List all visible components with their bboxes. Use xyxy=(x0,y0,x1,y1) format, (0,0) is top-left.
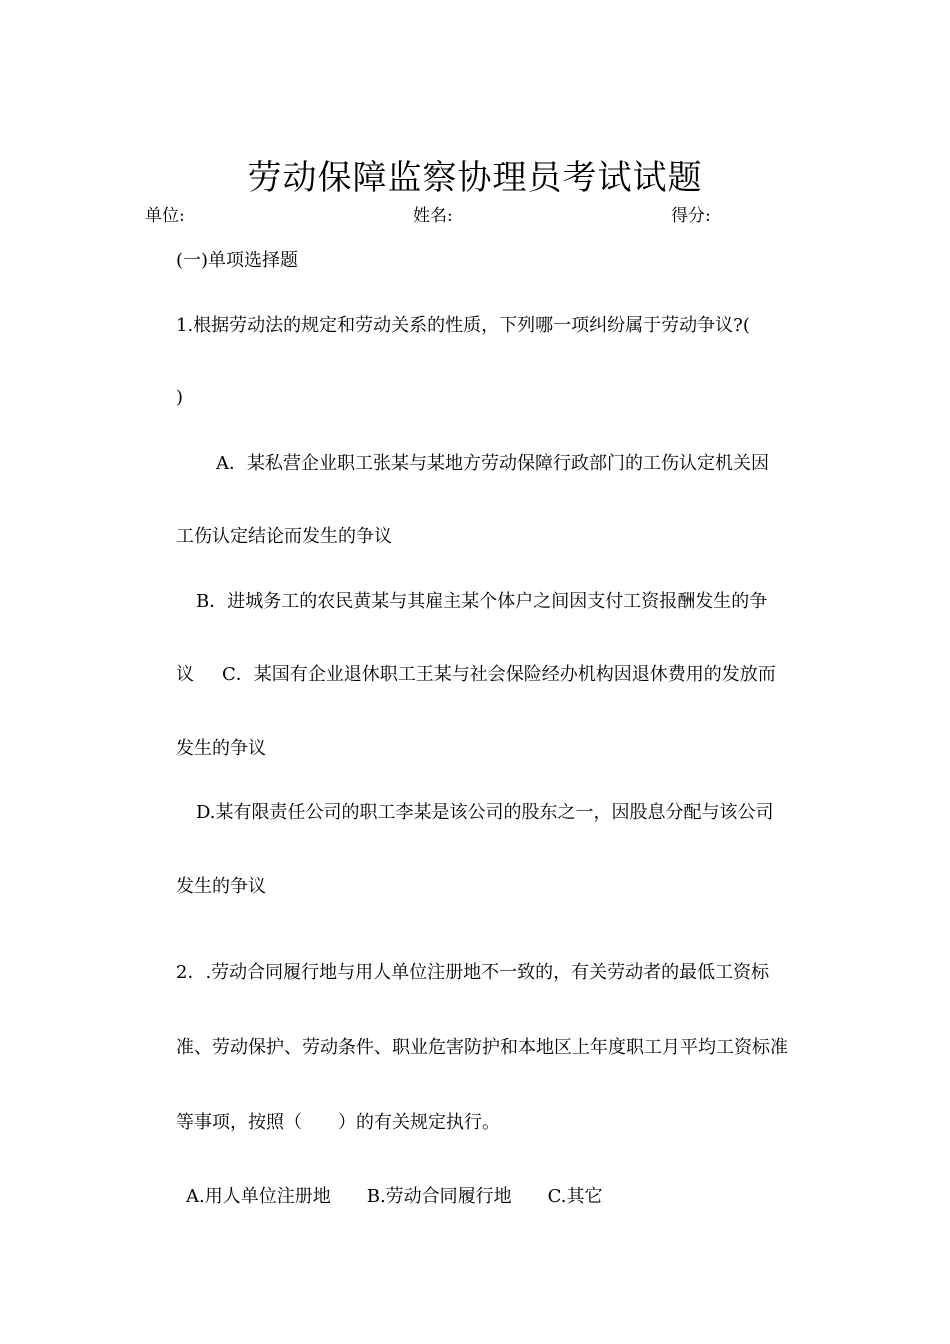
question1-option-c-line2: 发生的争议 xyxy=(176,738,266,759)
question1-option-b-line2 xyxy=(176,663,776,687)
question1-stem-line1: 1.根据劳动法的规定和劳动关系的性质，下列哪一项纠纷属于劳动争议?( xyxy=(176,315,750,336)
question1-option-b-line1: B．进城务工的农民黄某与其雇主某个体户之间因支付工资报酬发生的争 xyxy=(196,591,768,612)
section-heading: (一)单项选择题 xyxy=(176,250,299,271)
question2-options: A.用人单位注册地 B.劳动合同履行地 C.其它 xyxy=(186,1186,603,1207)
question1-option-d-line2: 发生的争议 xyxy=(176,876,266,897)
question1-stem-line2: ) xyxy=(176,387,184,408)
exam-title: 劳动保障监察协理员考试试题 xyxy=(247,158,703,198)
name-label: 姓名: xyxy=(413,206,453,226)
question1-option-a-line1: A．某私营企业职工张某与某地方劳动保障行政部门的工伤认定机关因 xyxy=(216,453,769,474)
question1-option-c-line1: C．某国有企业退休职工王某与社会保险经办机构因退休费用的发放而 xyxy=(222,664,776,685)
question1-option-a-line2: 工伤认定结论而发生的争议 xyxy=(176,526,392,547)
unit-label: 单位: xyxy=(145,206,185,226)
score-label: 得分: xyxy=(671,206,711,226)
question2-stem-line2: 准、劳动保护、劳动条件、职业危害防护和本地区上年度职工月平均工资标准 xyxy=(176,1037,788,1058)
question2-stem-line1: 2．.劳动合同履行地与用人单位注册地不一致的，有关劳动者的最低工资标 xyxy=(176,962,770,983)
question2-stem-line3: 等事项，按照（ ）的有关规定执行。 xyxy=(176,1112,500,1133)
question1-option-d-line1: D.某有限责任公司的职工李某是该公司的股东之一，因股息分配与该公司 xyxy=(196,802,774,823)
question1-option-b-line2-text: 议 xyxy=(176,664,194,685)
